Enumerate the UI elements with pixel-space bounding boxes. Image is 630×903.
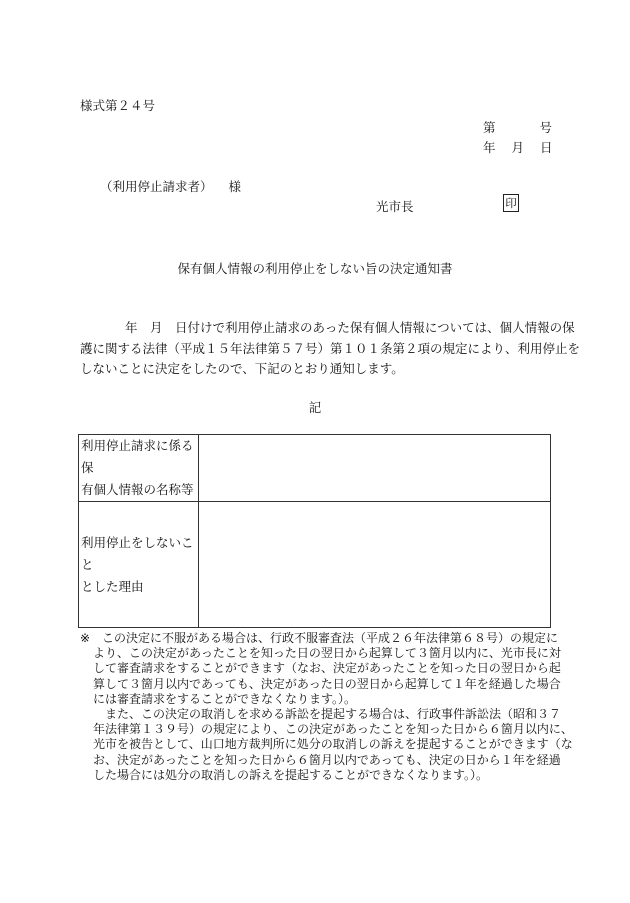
label-line: 利用停止をしないこと bbox=[81, 534, 194, 572]
date-year: 年 bbox=[483, 140, 496, 155]
body-line: 護に関する法律（平成１５年法律第５７号）第１０１条第２項の規定により、利用停止を bbox=[80, 340, 581, 356]
label-line: 利用停止請求に係る保 bbox=[81, 438, 194, 475]
body-line: しないことに決定をしたので、下記のとおり通知します。 bbox=[80, 361, 404, 376]
note-line: ※ この決定に不服がある場合は、行政不服審査法（平成２６年法律第６８号）の規定に bbox=[80, 631, 559, 645]
document-number-line bbox=[483, 118, 552, 136]
notes-section bbox=[80, 631, 573, 783]
request-info-label bbox=[79, 435, 199, 502]
note-line: お、決定があったことを知った日から６箇月以内であっても、決定の日から１年を経過 bbox=[93, 752, 561, 767]
number-prefix: 第 bbox=[483, 120, 496, 135]
ki-heading: 記 bbox=[308, 400, 322, 415]
note-line: より、この決定があったことを知った日の翌日から起算して３箇月以内に、光市長に対 bbox=[93, 646, 561, 661]
note-line: 光市を被告として、山口地方裁判所に処分の取消しの訴えを提起することができます（な bbox=[93, 737, 573, 752]
reason-label bbox=[79, 502, 199, 628]
seal-stamp: 印 bbox=[503, 194, 519, 212]
table-row bbox=[79, 435, 551, 502]
body-paragraph bbox=[80, 318, 581, 380]
date-month: 月 bbox=[511, 140, 525, 155]
addressee-name: （利用停止請求者） bbox=[100, 179, 213, 194]
note-line: 年法律第１３９号）の規定により、この決定があったことを知った日から６箇月以内に、 bbox=[93, 722, 573, 737]
label-line: とした理由 bbox=[81, 578, 144, 594]
note-line: した場合には処分の取消しの訴えを提起することができなくなります。）。 bbox=[93, 767, 489, 782]
addressee-honorific: 様 bbox=[228, 179, 242, 194]
date-day: 日 bbox=[540, 140, 553, 155]
request-info-value bbox=[199, 435, 551, 502]
note-line: 算して３箇月以内であっても、決定があった日の翌日から起算して１年を経過した場合 bbox=[93, 676, 561, 691]
document-title: 保有個人情報の利用停止をしない旨の決定通知書 bbox=[177, 261, 453, 276]
note-line: また、この決定の取消しを求める訴訟を提起する場合は、行政事件訴訟法（昭和３７ bbox=[105, 707, 562, 722]
note-line: して審査請求をすることができます（なお、決定があったことを知った日の翌日から起 bbox=[93, 661, 561, 676]
issuer-name: 光市長 bbox=[376, 199, 414, 214]
record-table bbox=[78, 434, 551, 628]
addressee bbox=[100, 177, 241, 195]
label-line: 有個人情報の名称等 bbox=[81, 482, 194, 497]
number-suffix: 号 bbox=[539, 120, 553, 135]
body-line: 年 月 日付けで利用停止請求のあった保有個人情報については、個人情報の保 bbox=[125, 320, 575, 335]
reason-value bbox=[199, 502, 551, 628]
form-number: 様式第２４号 bbox=[80, 98, 156, 113]
note-line: には審査請求をすることができなくなります。）。 bbox=[93, 691, 357, 706]
date-line bbox=[483, 138, 553, 156]
note-mark: ※ bbox=[80, 631, 91, 645]
table-row bbox=[79, 502, 551, 628]
